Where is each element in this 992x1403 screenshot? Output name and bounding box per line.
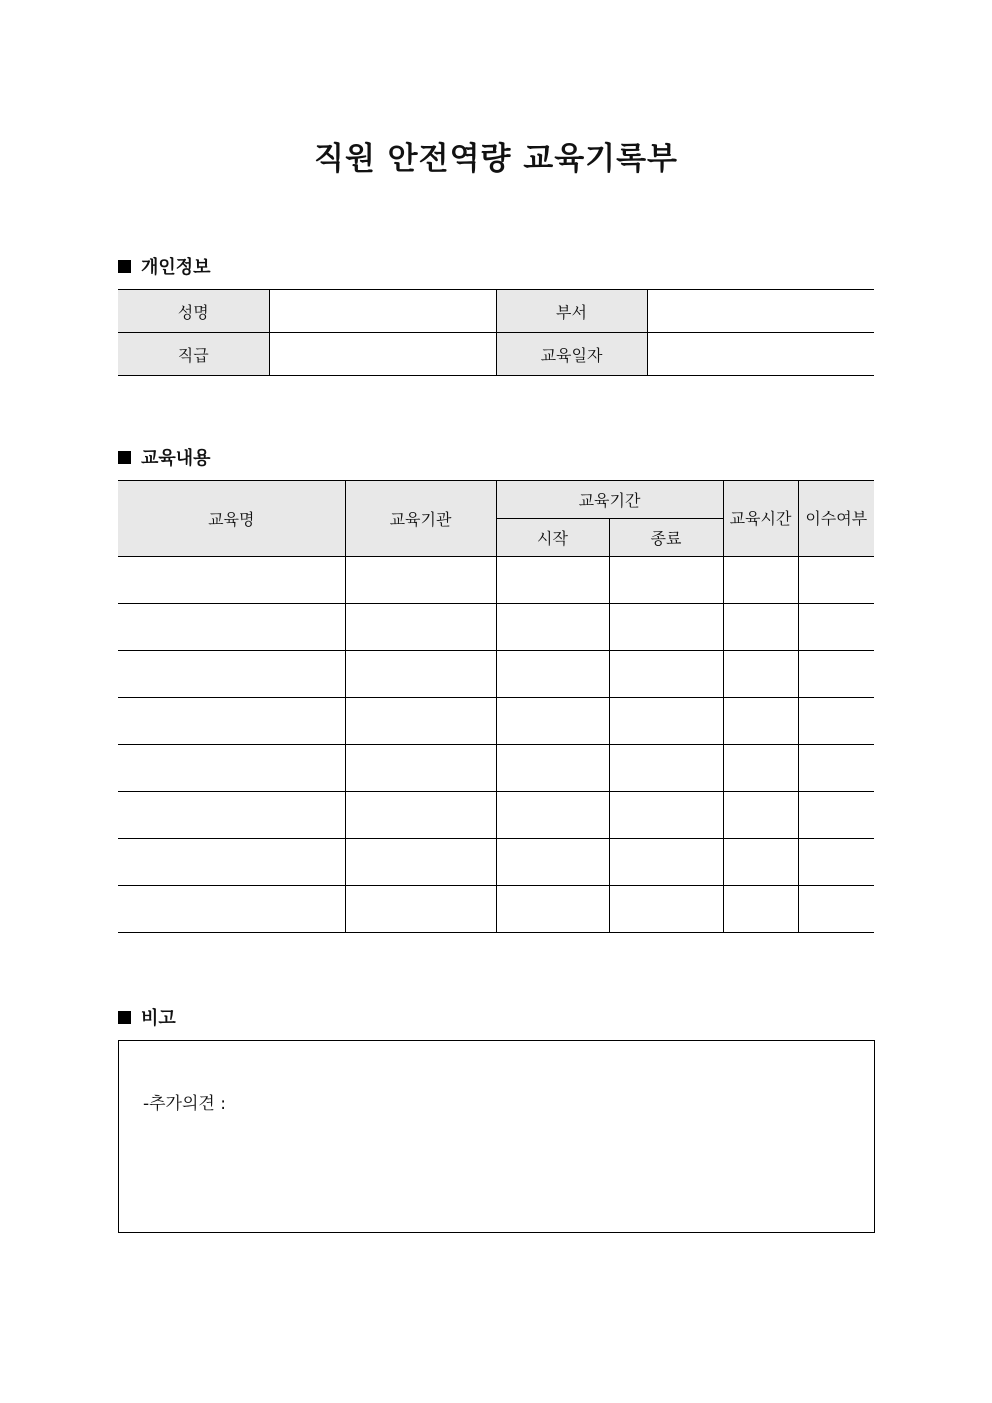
education-name-cell[interactable] [118,604,345,651]
col-header-start: 시작 [496,519,609,557]
end-cell[interactable] [609,698,723,745]
section-heading: 개인정보 [141,257,211,278]
education-name-cell[interactable] [118,698,345,745]
table-row [118,290,874,333]
completed-cell[interactable] [798,604,874,651]
remarks-box[interactable] [118,1040,875,1233]
table-header-row [118,481,874,519]
end-cell[interactable] [609,792,723,839]
table-row [118,698,874,745]
hours-cell[interactable] [723,792,798,839]
start-cell[interactable] [496,698,609,745]
col-header-completed: 이수여부 [798,481,874,557]
end-cell[interactable] [609,651,723,698]
additional-opinion-label: -추가의견 : [143,1094,226,1114]
education-name-cell[interactable] [118,557,345,604]
table-row [118,604,874,651]
start-cell[interactable] [496,792,609,839]
section-education-content [118,444,211,470]
hours-cell[interactable] [723,604,798,651]
page-title: 직원 안전역량 교육기록부 [314,141,678,177]
education-name-cell[interactable] [118,651,345,698]
start-cell[interactable] [496,745,609,792]
completed-cell[interactable] [798,792,874,839]
col-header-period: 교육기간 [496,481,723,519]
end-cell[interactable] [609,839,723,886]
col-header-end: 종료 [609,519,723,557]
education-name-cell[interactable] [118,839,345,886]
education-name-cell[interactable] [118,886,345,933]
table-row [118,792,874,839]
end-cell[interactable] [609,557,723,604]
education-date-label: 교육일자 [496,333,647,376]
completed-cell[interactable] [798,839,874,886]
table-row [118,333,874,376]
start-cell[interactable] [496,557,609,604]
end-cell[interactable] [609,886,723,933]
education-table [118,480,874,933]
end-cell[interactable] [609,745,723,792]
education-name-cell[interactable] [118,745,345,792]
table-row [118,886,874,933]
hours-cell[interactable] [723,651,798,698]
start-cell[interactable] [496,604,609,651]
department-label: 부서 [496,290,647,333]
institution-cell[interactable] [345,886,496,933]
institution-cell[interactable] [345,792,496,839]
section-personal-info [118,253,211,279]
section-remarks [118,1004,176,1030]
start-cell[interactable] [496,651,609,698]
name-label: 성명 [118,290,269,333]
bullet-square-icon [118,260,131,273]
table-row [118,745,874,792]
education-date-field[interactable] [647,333,874,376]
additional-opinion-line [143,1089,226,1114]
institution-cell[interactable] [345,604,496,651]
section-heading: 교육내용 [141,448,211,469]
start-cell[interactable] [496,839,609,886]
institution-cell[interactable] [345,651,496,698]
end-cell[interactable] [609,604,723,651]
table-row [118,557,874,604]
col-header-education-name: 교육명 [118,481,345,557]
bullet-square-icon [118,451,131,464]
hours-cell[interactable] [723,745,798,792]
hours-cell[interactable] [723,839,798,886]
completed-cell[interactable] [798,651,874,698]
hours-cell[interactable] [723,698,798,745]
name-field[interactable] [269,290,496,333]
institution-cell[interactable] [345,698,496,745]
section-heading: 비고 [141,1008,176,1029]
table-row [118,651,874,698]
institution-cell[interactable] [345,557,496,604]
completed-cell[interactable] [798,886,874,933]
col-header-hours: 교육시간 [723,481,798,557]
institution-cell[interactable] [345,745,496,792]
col-header-institution: 교육기관 [345,481,496,557]
hours-cell[interactable] [723,886,798,933]
education-name-cell[interactable] [118,792,345,839]
position-label: 직급 [118,333,269,376]
personal-info-table [118,289,874,376]
bullet-square-icon [118,1011,131,1024]
table-row [118,839,874,886]
completed-cell[interactable] [798,557,874,604]
hours-cell[interactable] [723,557,798,604]
start-cell[interactable] [496,886,609,933]
completed-cell[interactable] [798,698,874,745]
department-field[interactable] [647,290,874,333]
position-field[interactable] [269,333,496,376]
institution-cell[interactable] [345,839,496,886]
completed-cell[interactable] [798,745,874,792]
